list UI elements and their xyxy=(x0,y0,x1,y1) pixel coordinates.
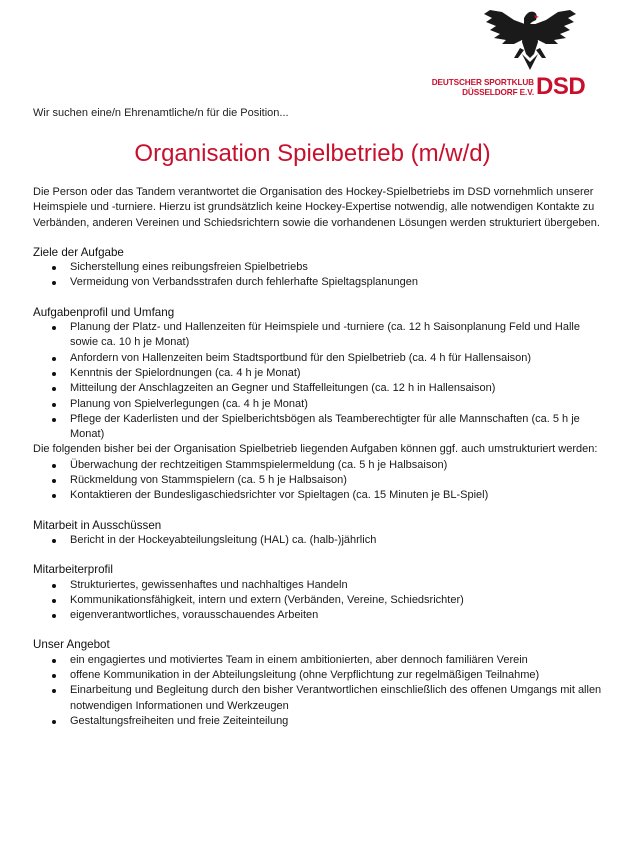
list-item: Kenntnis der Spielordnungen (ca. 4 h je Monat) xyxy=(70,366,603,381)
list-item: Kommunikationsfähigkeit, intern und extern (Verbänden, Vereine, Schiedsrichter) xyxy=(70,593,603,608)
list-aufgaben xyxy=(33,320,603,442)
intro-text: Wir suchen eine/n Ehrenamtliche/n für die Position... xyxy=(33,107,289,119)
club-abbreviation: DSD xyxy=(536,73,586,100)
list-profil xyxy=(33,578,603,624)
list-item: Mitteilung der Anschlagzeiten an Gegner und Staffelleitungen (ca. 12 h in Hallensaison) xyxy=(70,381,603,396)
eagle-icon xyxy=(484,8,576,74)
list-item: eigenverantwortliches, vorausschauendes Arbeiten xyxy=(70,608,603,623)
list-aufgaben-optional xyxy=(33,458,603,504)
list-item: Bericht in der Hockeyabteilungsleitung (HAL) ca. (halb-)jährlich xyxy=(70,533,603,548)
club-logo xyxy=(412,8,586,100)
section-heading-angebot: Unser Angebot xyxy=(33,638,110,652)
club-name-line2: DÜSSELDORF E.V. xyxy=(462,88,534,97)
list-item: Sicherstellung eines reibungsfreien Spielbetriebs xyxy=(70,260,603,275)
job-description xyxy=(33,185,603,729)
section-heading-aufgaben: Aufgabenprofil und Umfang xyxy=(33,305,175,319)
list-item: Anfordern von Hallenzeiten beim Stadtsportbund für den Spielbetrieb (ca. 4 h für Hallensaison) xyxy=(70,351,603,366)
list-angebot xyxy=(33,653,603,729)
club-name xyxy=(416,78,534,98)
list-item: Pflege der Kaderlisten und der Spielberichtsbögen als Teamberechtigter für alle Mannschaften (ca. 5 h je Monat) xyxy=(70,412,603,443)
list-item: Planung von Spielverlegungen (ca. 4 h je Monat) xyxy=(70,397,603,412)
club-name-line1: DEUTSCHER SPORTKLUB xyxy=(431,78,534,87)
description-paragraph: Die Person oder das Tandem verantwortet die Organisation des Hockey-Spielbetriebs im DSD vornehmlich unserer Heimspiele und -turniere. Hierzu ist grundsätzlich keine Hockey-Expertise notwendig, alle notwendigen Kontakte zu Verbänden, anderen Vereinen und Schiedsrichtern sowie die vorhandenen Lösungen werden strukturiert übergeben. xyxy=(33,186,600,229)
section-heading-profil: Mitarbeiterprofil xyxy=(33,563,113,577)
list-item: Kontaktieren der Bundesligaschiedsrichter vor Spieltagen (ca. 15 Minuten je BL-Spiel) xyxy=(70,488,603,503)
list-ziele xyxy=(33,260,603,291)
list-mitarbeit xyxy=(33,533,603,548)
position-title: Organisation Spielbetrieb (m/w/d) xyxy=(134,140,491,167)
section-heading-ziele: Ziele der Aufgabe xyxy=(33,245,124,259)
list-item: offene Kommunikation in der Abteilungsleitung (ohne Verpflichtung zur regelmäßigen Teilnahme) xyxy=(70,668,603,683)
list-item: Rückmeldung von Stammspielern (ca. 5 h je Halbsaison) xyxy=(70,473,603,488)
list-item: Strukturiertes, gewissenhaftes und nachhaltiges Handeln xyxy=(70,578,603,593)
list-item: Vermeidung von Verbandsstrafen durch fehlerhafte Spieltagsplanungen xyxy=(70,275,603,290)
restructure-note: Die folgenden bisher bei der Organisation Spielbetrieb liegenden Aufgaben können ggf. auch umstrukturiert werden: xyxy=(33,443,598,456)
section-heading-mitarbeit: Mitarbeit in Ausschüssen xyxy=(33,518,162,532)
list-item: ein engagiertes und motiviertes Team in einem ambitionierten, aber dennoch familiären Verein xyxy=(70,653,603,668)
list-item: Planung der Platz- und Hallenzeiten für Heimspiele und -turniere (ca. 12 h Saisonplanung Feld und Halle sowie ca. 10 h je Monat) xyxy=(70,320,603,351)
list-item: Überwachung der rechtzeitigen Stammspielermeldung (ca. 5 h je Halbsaison) xyxy=(70,458,603,473)
list-item: Einarbeitung und Begleitung durch den bisher Verantwortlichen einschließlich des offenen Umgangs mit allen notwendigen Informationen und Werkzeugen xyxy=(70,683,603,714)
list-item: Gestaltungsfreiheiten und freie Zeiteinteilung xyxy=(70,714,603,729)
